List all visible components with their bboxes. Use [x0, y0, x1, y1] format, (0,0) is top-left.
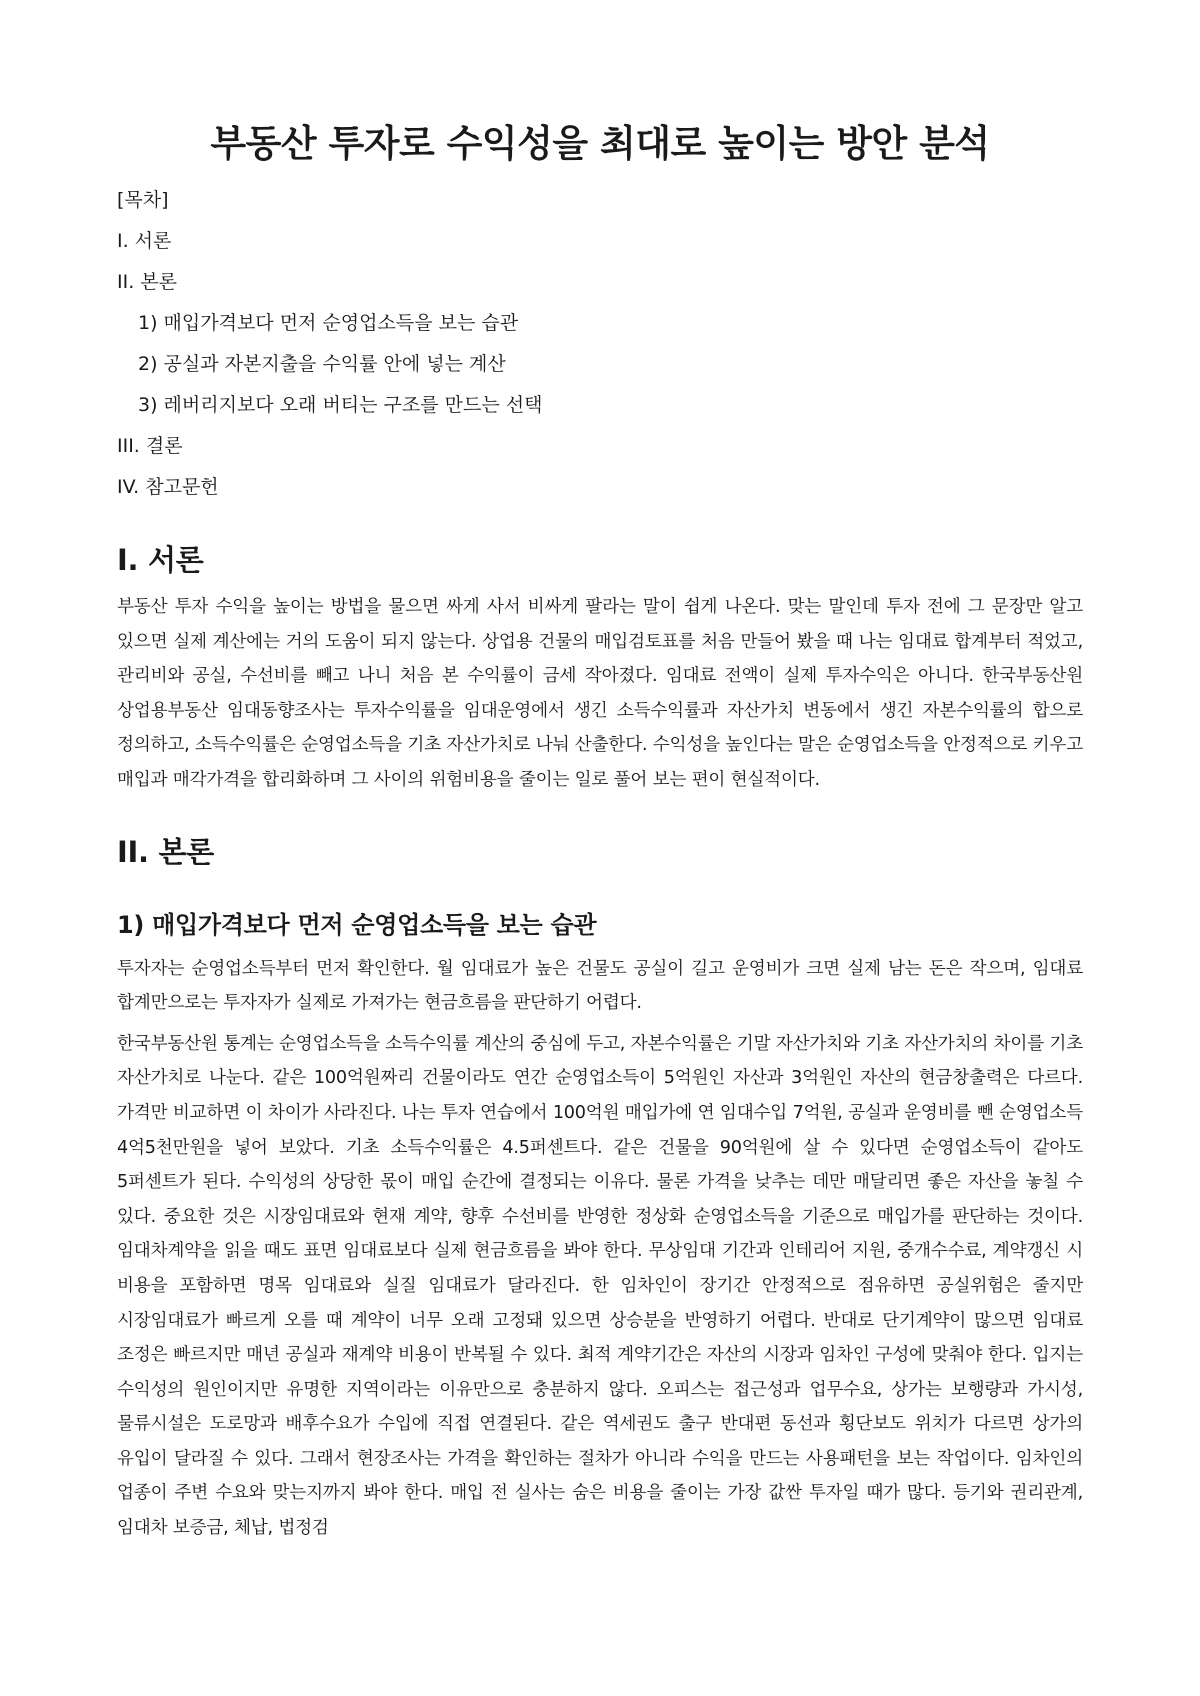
- toc-item-conclusion: III. 결론: [117, 435, 183, 457]
- subsection-heading-1: 1) 매입가격보다 먼저 순영업소득을 보는 습관: [117, 910, 597, 939]
- sub1-paragraph-1: 투자자는 순영업소득부터 먼저 확인한다. 월 임대료가 높은 건물도 공실이 길고 운영비가 크면 실제 남는 돈은 작으며, 임대료 합계만으로는 투자자가 실제로 가져가는 현금흐름을 판단하기 어렵다.: [117, 958, 1083, 1014]
- sub1-paragraph-2: 한국부동산원 통계는 순영업소득을 소득수익률 계산의 중심에 두고, 자본수익률은 기말 자산가치와 기초 자산가치의 차이를 기초 자산가치로 나눈다. 같은 100억원짜리 건물이라도 연간 순영업소득이 5억원인 자산과 3억원인 자산의 현금창출력은 다르다. 가격만 비교하면 이 차이가 사라진다. 나는 투자 연습에서 100억원 매입가에 연 임대수입 7억원, 공실과 운영비를 뺀 순영업소득 4억5천만원을 넣어 보았다. 기초 소득수익률은 4.5퍼센트다. 같은 건물을 90억원에 살 수 있다면 순영업소득이 같아도 5퍼센트가 된다. 수익성의 상당한 몫이 매입 순간에 결정되는 이유다. 물론 가격을 낮추는 데만 매달리면 좋은 자산을 놓칠 수 있다. 중요한 것은 시장임대료와 현재 계약, 향후 수선비를 반영한 정상화 순영업소득을 기준으로 매입가를 판단하는 것이다. 임대차계약을 읽을 때도 표면 임대료보다 실제 현금흐름을 봐야 한다. 무상임대 기간과 인테리어 지원, 중개수수료, 계약갱신 시 비용을 포함하면 명목 임대료와 실질 임대료가 달라진다. 한 임차인이 장기간 안정적으로 점유하면 공실위험은 줄지만 시장임대료가 빠르게 오를 때 계약이 너무 오래 고정돼 있으면 상승분을 반영하기 어렵다. 반대로 단기계약이 많으면 임대료 조정은 빠르지만 매년 공실과 재계약 비용이 반복될 수 있다. 최적 계약기간은 자산의 시장과 임차인 구성에 맞춰야 한다. 입지는 수익성의 원인이지만 유명한 지역이라는 이유만으로 충분하지 않다. 오피스는 접근성과 업무수요, 상가는 보행량과 가시성, 물류시설은 도로망과 배후수요가 수입에 직접 연결된다. 같은 역세권도 출구 반대편 동선과 횡단보도 위치가 다르면 상가의 유입이 달라질 수 있다. 그래서 현장조사는 가격을 확인하는 절차가 아니라 수익을 만드는 사용패턴을 보는 작업이다. 임차인의 업종이 주변 수요와 맞는지까지 봐야 한다. 매입 전 실사는 숨은 비용을 줄이는 가장 값싼 투자일 때가 많다. 등기와 권리관계, 임대차 보증금, 체납, 법정검: [117, 1033, 1083, 1539]
- section-heading-body: II. 본론: [117, 834, 214, 869]
- table-of-contents: [117, 188, 1083, 516]
- intro-paragraph: 부동산 투자 수익을 높이는 방법을 물으면 싸게 사서 비싸게 팔라는 말이 쉽게 나온다. 맞는 말인데 투자 전에 그 문장만 알고 있으면 실제 계산에는 거의 도움이 되지 않는다. 상업용 건물의 매입검토표를 처음 만들어 봤을 때 나는 임대료 합계부터 적었고, 관리비와 공실, 수선비를 빼고 나니 처음 본 수익률이 금세 작아졌다. 임대료 전액이 실제 투자수익은 아니다. 한국부동산원 상업용부동산 임대동향조사는 투자수익률을 임대운영에서 생긴 소득수익률과 자산가치 변동에서 생긴 자본수익률의 합으로 정의하고, 소득수익률은 순영업소득을 기초 자산가치로 나눠 산출한다. 수익성을 높인다는 말은 순영업소득을 안정적으로 키우고 매입과 매각가격을 합리화하며 그 사이의 위험비용을 줄이는 일로 풀어 보는 편이 현실적이다.: [117, 597, 1083, 790]
- toc-item-body: II. 본론: [117, 271, 177, 293]
- section-heading-intro: I. 서론: [117, 543, 204, 577]
- toc-item-intro: I. 서론: [117, 230, 172, 252]
- toc-item-references: IV. 참고문헌: [117, 476, 219, 498]
- toc-item-body-2: 2) 공실과 자본지출을 수익률 안에 넣는 계산: [138, 353, 506, 375]
- toc-item-body-1: 1) 매입가격보다 먼저 순영업소득을 보는 습관: [138, 312, 519, 334]
- toc-item-body-3: 3) 레버리지보다 오래 버티는 구조를 만드는 선택: [138, 394, 543, 416]
- document-title: 부동산 투자로 수익성을 최대로 높이는 방안 분석: [210, 122, 990, 165]
- toc-heading: [목차]: [117, 189, 169, 211]
